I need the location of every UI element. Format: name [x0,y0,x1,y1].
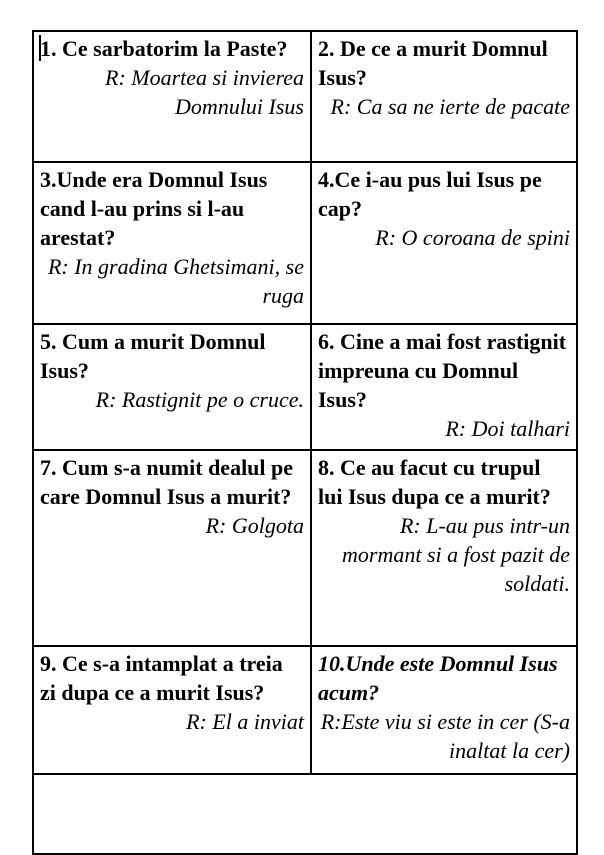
question-text: 10.Unde este Domnul Isus acum? [318,651,558,705]
qa-cell-9[interactable] [33,646,311,774]
question-text: 2. De ce a murit Domnul Isus? [318,36,548,90]
qa-cell-7[interactable] [33,450,311,646]
table-row [33,774,577,854]
qa-cell-6[interactable] [311,324,577,450]
table-row [33,162,577,324]
table-row [33,646,577,774]
qa-cell-8[interactable] [311,450,577,646]
question-text: 1. Ce sarbatorim la Paste? [40,36,288,61]
qa-cell-4[interactable] [311,162,577,324]
table-row [33,324,577,450]
answer-text: R: Moartea si invierea Domnului Isus [105,65,304,119]
qa-cell-3[interactable] [33,162,311,324]
question-text: 5. Cum a murit Domnul Isus? [40,329,266,383]
question-text: 9. Ce s-a intamplat a treia zi dupa ce a murit Isus? [40,651,283,705]
qa-cell-5[interactable] [33,324,311,450]
qa-table [32,30,578,855]
answer-text: R: Doi talhari [445,416,570,441]
qa-cell-2[interactable] [311,31,577,162]
answer-text: R: In gradina Ghetsimani, se ruga [47,254,304,308]
qa-cell-1[interactable] [33,31,311,162]
qa-cell-10[interactable] [311,646,577,774]
table-row [33,31,577,162]
answer-text: R: El a inviat [186,709,304,734]
answer-text: R: O coroana de spini [375,225,570,250]
table-row [33,450,577,646]
question-text: 4.Ce i-au pus lui Isus pe cap? [318,167,542,221]
question-text: 3.Unde era Domnul Isus cand l-au prins si l-au arestat? [40,167,268,250]
question-text: 6. Cine a mai fost rastignit impreuna cu Domnul Isus? [318,329,567,412]
question-text: 7. Cum s-a numit dealul pe care Domnul Isus a murit? [40,455,294,509]
answer-text: R: Ca sa ne ierte de pacate [330,94,570,119]
empty-row-cell[interactable] [33,774,577,854]
question-text: 8. Ce au facut cu trupul lui Isus dupa ce a murit? [318,455,551,509]
answer-text: R:Este viu si este in cer (S-a inaltat la cer) [320,709,570,763]
answer-text: R: Rastignit pe o cruce. [95,387,304,412]
answer-text: R: L-au pus intr-un mormant si a fost pazit de soldati. [342,513,570,596]
answer-text: R: Golgota [205,513,304,538]
